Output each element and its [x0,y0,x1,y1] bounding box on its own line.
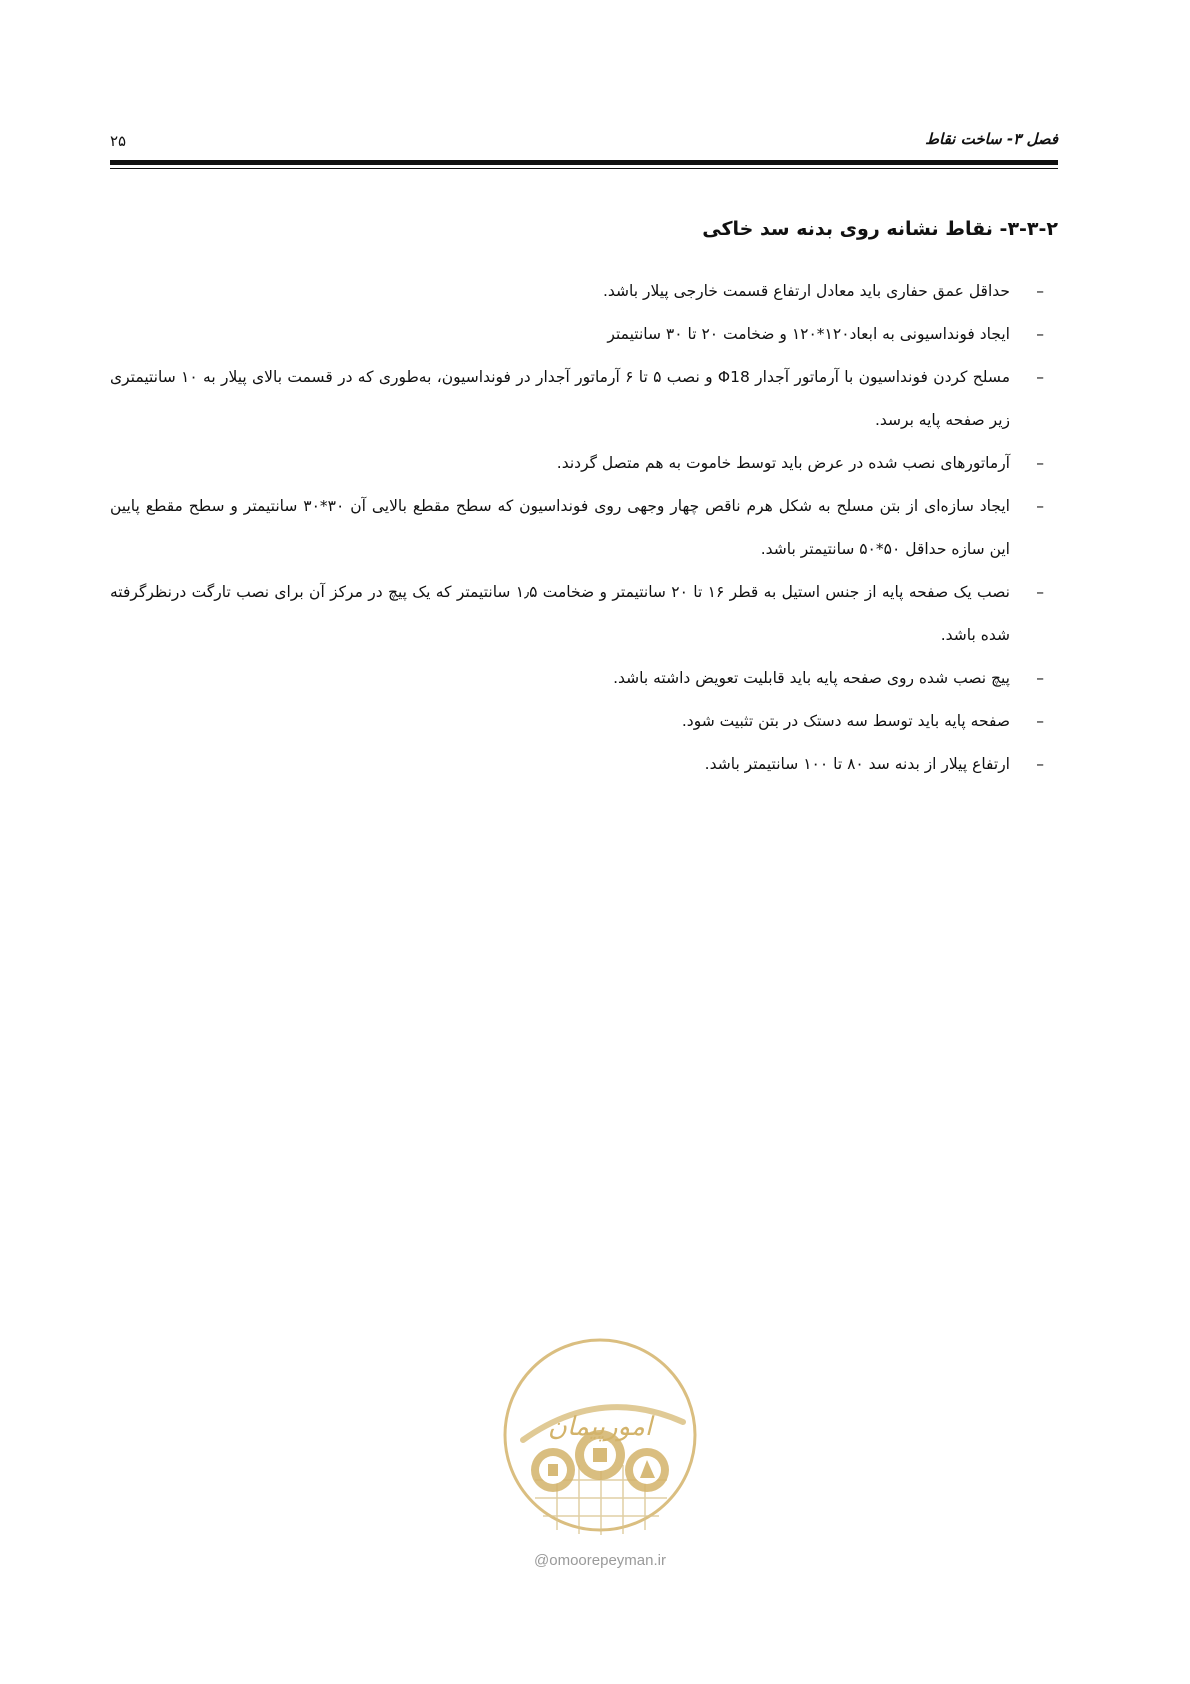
list-item [110,356,1058,442]
header-rule-thick [110,160,1058,165]
list-item [110,571,1058,657]
list-item-text: ایجاد فونداسیونی به ابعاد۱۲۰*۱۲۰ و ضخامت ۲۰ تا ۳۰ سانتیمتر [607,325,1010,343]
section-heading: ۳-۳-۲- نقاط نشانه روی بدنه سد خاکی [702,218,1058,240]
page-header [110,130,1058,170]
dash-icon: – [1036,669,1044,687]
dash-icon: – [1036,368,1044,386]
dash-icon: – [1036,712,1044,730]
list-item [110,313,1058,356]
watermark-url: @omoorepeyman.ir [534,1552,666,1569]
list-item-text: ایجاد سازه‌ای از بتن مسلح به شکل هرم ناقص چهار وجهی روی فونداسیون که سطح مقطع بالایی آن ۳۰*۳۰ سانتیمتر و سطح مقطع پایین این سازه حداقل ۵۰*۵۰ سانتیمتر باشد. [110,497,1010,558]
list-item [110,700,1058,743]
watermark-logo-text: امورپیمان [547,1412,653,1442]
dash-icon: – [1036,497,1044,515]
list-item [110,743,1058,786]
list-item [110,442,1058,485]
dash-icon: – [1036,282,1044,300]
list-item-text: نصب یک صفحه پایه از جنس استیل به قطر ۱۶ تا ۲۰ سانتیمتر و ضخامت ۱٫۵ سانتیمتر که یک پیچ در مرکز آن برای نصب تارگت درنظرگرفته شده باشد. [110,583,1010,644]
list-item-text: صفحه پایه باید توسط سه دستک در بتن تثبیت شود. [681,712,1010,730]
header-rule-thin [110,168,1058,169]
list-item-text: ارتفاع پیلار از بدنه سد ۸۰ تا ۱۰۰ سانتیمتر باشد. [704,755,1010,773]
dash-icon: – [1036,454,1044,472]
dash-icon: – [1036,755,1044,773]
list-item [110,485,1058,571]
bullet-list [110,270,1058,786]
list-item-text: مسلح کردن فونداسیون با آرماتور آجدار Φ18 و نصب ۵ تا ۶ آرماتور آجدار در فونداسیون، به‌طوری که در قسمت بالای پیلار به ۱۰ سانتیمتری زیر صفحه پایه برسد. [110,368,1011,429]
page-number: ۲۵ [110,132,127,150]
list-item-text: حداقل عمق حفاری باید معادل ارتفاع قسمت خارجی پیلار باشد. [602,282,1010,300]
list-item-text: پیچ نصب شده روی صفحه پایه باید قابلیت تعویض داشته باشد. [613,669,1010,687]
dash-icon: – [1036,325,1044,343]
chapter-title: فصل ۳- ساخت نقاط [925,130,1058,148]
list-item-text: آرماتورهای نصب شده در عرض باید توسط خاموت به هم متصل گردند. [556,454,1010,472]
dash-icon: – [1036,583,1044,601]
watermark-logo [495,1330,705,1575]
list-item [110,270,1058,313]
list-item [110,657,1058,700]
